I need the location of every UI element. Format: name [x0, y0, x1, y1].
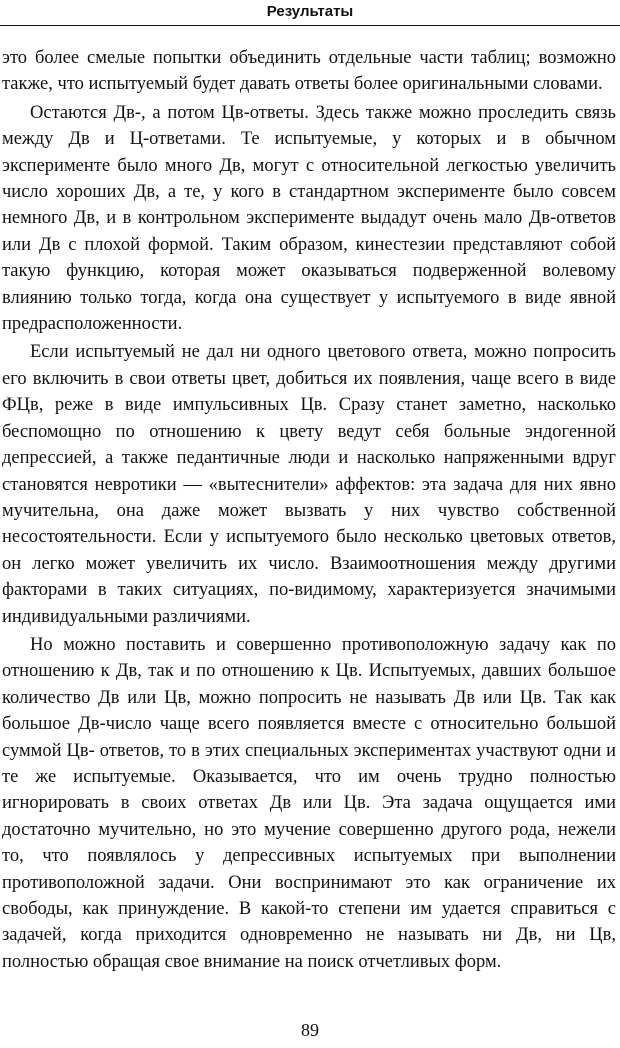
header-rule	[0, 25, 620, 26]
paragraph-1: это более смелые попытки объединить отдельные части таблиц; возможно также, что испытуемый будет давать ответы более оригинальными словами.	[2, 48, 616, 95]
body-text	[2, 45, 616, 975]
page-number: 89	[301, 1020, 319, 1040]
paragraph-4: Но можно поставить и совершенно противоположную задачу как по отношению к Дв, так и по отношению к Цв. Испытуемых, давших большое количество Дв или Цв, можно попросить не называть Дв или Цв. Так как большое Дв-число чаще всего появляется вместе с относительно большой суммой Цв- ответов, то в этих специальных экспериментах участвуют одни и те же испытуемые. Оказывается, что им очень трудно полностью игнорировать в своих ответах Дв или Цв. Эта задача ощущается ими достаточно мучительно, но это мучение совершенно другого рода, нежели то, что появлялось у депрессивных испытуемых при выполнении противоположной задачи. Они воспринимают это как ограничение их свободы, как принуждение. В какой-то степени им удается справиться с задачей, когда приходится одновременно не называть ни Дв, ни Цв, полностью обращая свое внимание на поиск отчетливых форм.	[2, 634, 616, 972]
paragraph-2: Остаются Дв-, а потом Цв-ответы. Здесь также можно проследить связь между Дв и Ц-ответами. Те испытуемые, у которых и в обычном эксперименте было много Дв, могут с относительной легкостью увеличить число хороших Дв, а те, у кого в стандартном эксперименте было совсем немного Дв, и в контрольном эксперименте выдадут очень мало Дв-ответов или Дв с плохой формой. Таким образом, кинестезии представляют собой такую функцию, которая может оказываться подверженной волевому влиянию только тогда, когда она существует у испытуемого в виде явной предрасположенности.	[2, 102, 616, 335]
running-header: Результаты	[266, 3, 354, 20]
paragraph-3: Если испытуемый не дал ни одного цветового ответа, можно попросить его включить в свои ответы цвет, добиться их появления, чаще всего в виде ФЦв, реже в виде импульсивных Цв. Сразу станет заметно, насколько беспомощно по отношению к цвету ведут себя больные эндогенной депрессией, а также педантичные люди и насколько напряженными вдруг становятся невротики — «вытеснители» аффектов: эта задача для них явно мучительна, она даже может вызвать у них чувство собственной несостоятельности. Если у испытуемого было несколько цветовых ответов, он легко может увеличить их число. Взаимоотношения между другими факторами в таких ситуациях, по-видимому, характеризуется значимыми индивидуальными различиями.	[2, 342, 616, 627]
